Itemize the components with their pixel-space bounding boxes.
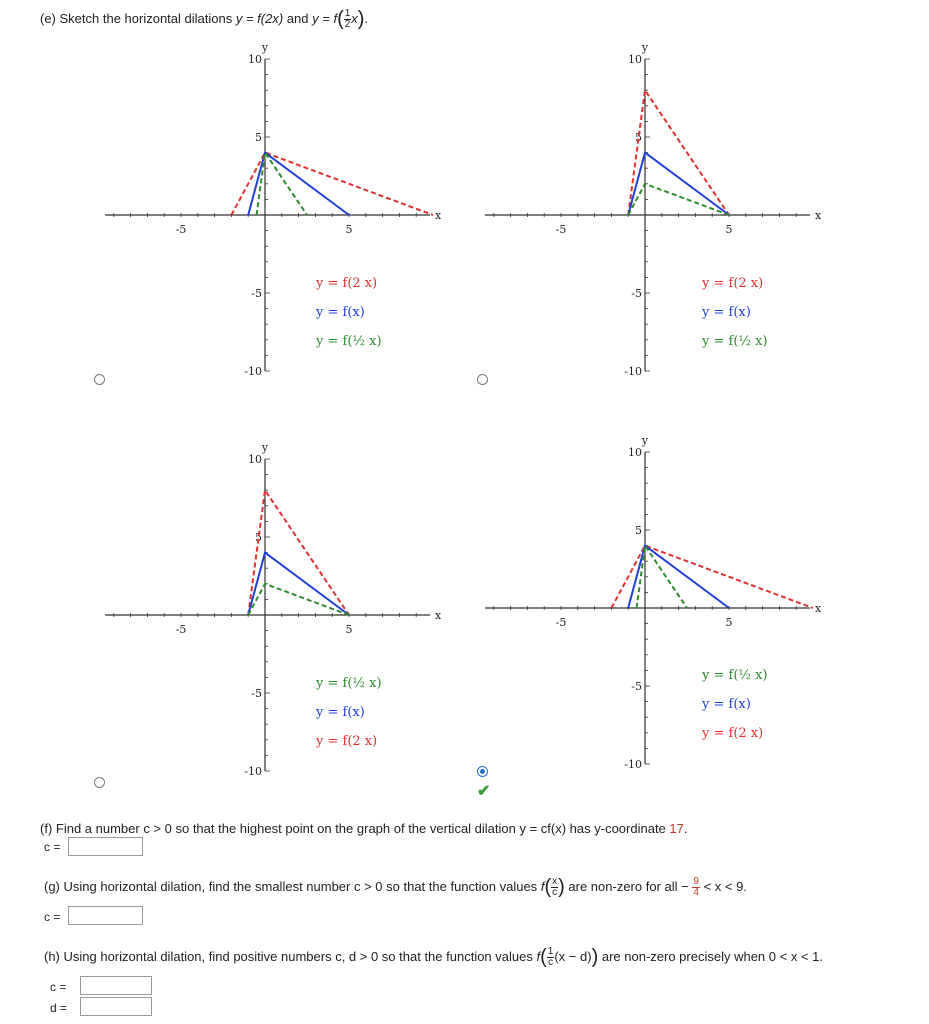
x-over-c-frac: $\frac{x}{c}$ [552, 876, 558, 898]
part-f-text: (f) Find a number c > 0 so that the highest point on the graph of the vertical dilation y = cf(x) has y-coordinate [40, 821, 666, 836]
x-axis-label: x [435, 609, 442, 622]
series-line [257, 153, 307, 215]
legend-graph-4 [702, 668, 768, 741]
nine-fourths-frac: $\frac{9}{4}$ [693, 876, 699, 898]
y-tick-label: -5 [251, 287, 262, 300]
radio-option-2[interactable] [477, 374, 488, 385]
part-g-c-input[interactable] [68, 906, 143, 925]
x-tick-label: -5 [555, 616, 567, 629]
part-g-c-label: c = [44, 910, 61, 924]
series-line [637, 546, 687, 608]
legend-item: y = f(½ x) [316, 676, 382, 691]
part-h-prompt: (h) Using horizontal dilation, find positive numbers c, d > 0 so that the function values f( $\frac{1}{c}$ (x − d)) are non-zero precisely when 0 < x < 1. [44, 946, 823, 968]
y-axis-label: y [261, 41, 269, 54]
x-tick-label: 5 [345, 223, 353, 236]
y-axis-label: y [261, 441, 269, 454]
y-tick-label: 5 [635, 131, 642, 144]
y-tick-label: -10 [244, 365, 262, 378]
legend-item: y = f(½ x) [702, 668, 768, 683]
series-line [628, 546, 729, 608]
radio-option-1[interactable] [94, 374, 105, 385]
series-line [628, 90, 729, 215]
x-tick-label: -5 [175, 623, 187, 636]
x-tick-label: -5 [175, 223, 187, 236]
part-h-f: f [536, 948, 541, 964]
part-h-text-b: are non-zero precisely when 0 < x < 1. [601, 948, 823, 964]
part-f-c-label: c = [44, 840, 61, 854]
part-h-d-input[interactable] [80, 997, 152, 1016]
legend-graph-3 [316, 676, 382, 749]
legend-item: y = f(2 x) [316, 276, 378, 291]
y-tick-label: 10 [628, 53, 642, 66]
eq-fhalf-prefix: y = f [312, 10, 338, 26]
series-line [248, 584, 349, 615]
radio-option-3[interactable] [94, 777, 105, 788]
x-tick-label: 5 [725, 223, 733, 236]
x-tick-label: 5 [725, 616, 733, 629]
y-tick-label: 5 [255, 131, 262, 144]
correct-check-icon: ✔ [477, 783, 491, 800]
y-tick-label: 5 [255, 531, 262, 544]
graph-option-4 [480, 428, 820, 783]
part-h-text-a: (h) Using horizontal dilation, find positive numbers c, d > 0 so that the function values [44, 948, 533, 964]
half-frac: $\frac{1}{2}$ [344, 8, 351, 30]
y-tick-label: -5 [251, 687, 262, 700]
y-tick-label: -10 [244, 765, 262, 778]
part-e-prompt: (e) Sketch the horizontal dilations y = f(2x) and y = f( $\frac{1}{2}$ x). [40, 8, 369, 30]
x-tick-label: 5 [345, 623, 353, 636]
eq-f2x: y = f(2x) [235, 10, 284, 26]
x-axis-label: x [435, 209, 442, 222]
y-tick-label: -10 [624, 758, 642, 771]
part-g-text-c: < x < 9. [703, 878, 747, 894]
part-g-text-a: (g) Using horizontal dilation, find the smallest number c > 0 so that the function values [44, 878, 538, 894]
legend-item: y = f(x) [316, 705, 365, 720]
series-line [248, 553, 349, 615]
graph-option-2 [480, 35, 820, 390]
legend-graph-1 [316, 276, 382, 349]
legend-item: y = f(½ x) [316, 334, 382, 349]
part-g-prompt: (g) Using horizontal dilation, find the smallest number c > 0 so that the function values f( $\frac{x}{c}$ ) are non-zero for all − $\frac{9}{4}$ < x < 9. [44, 876, 747, 898]
legend-graph-2 [702, 276, 768, 349]
y-tick-label: 10 [248, 53, 262, 66]
legend-item: y = f(2 x) [702, 726, 764, 741]
series-line [628, 184, 729, 215]
y-axis-label: y [641, 434, 649, 447]
part-f-c-input[interactable] [68, 837, 143, 856]
x-axis-label: x [815, 602, 822, 615]
part-h-d-label: d = [50, 1001, 68, 1015]
part-f-target-value: 17 [669, 821, 684, 836]
y-tick-label: -10 [624, 365, 642, 378]
y-tick-label: -5 [631, 680, 642, 693]
y-tick-label: -5 [631, 287, 642, 300]
legend-item: y = f(2 x) [316, 734, 378, 749]
part-g-text-b: are non-zero for all [568, 878, 678, 894]
part-h-c-input[interactable] [80, 976, 152, 995]
part-g-f: f [540, 878, 545, 894]
legend-item: y = f(x) [702, 697, 751, 712]
conj: and [286, 10, 309, 26]
y-axis-label: y [641, 41, 649, 54]
series-line [248, 153, 349, 215]
part-f-prompt: (f) Find a number c > 0 so that the highest point on the graph of the vertical dilation y = cf(x) has y-coordinate 17. [40, 821, 688, 836]
graph-option-1 [100, 35, 440, 390]
graph-option-3 [100, 435, 440, 790]
legend-item: y = f(2 x) [702, 276, 764, 291]
eq-fhalf-arg: x [351, 10, 358, 26]
legend-item: y = f(x) [316, 305, 365, 320]
series-line [628, 153, 729, 215]
y-tick-label: 5 [635, 524, 642, 537]
y-tick-label: 10 [248, 453, 262, 466]
y-tick-label: 10 [628, 446, 642, 459]
radio-option-4[interactable] [477, 766, 488, 777]
legend-item: y = f(½ x) [702, 334, 768, 349]
x-tick-label: -5 [555, 223, 567, 236]
series-line [248, 490, 349, 615]
one-over-c-frac: $\frac{1}{c}$ [547, 946, 554, 968]
legend-item: y = f(x) [702, 305, 751, 320]
x-axis-label: x [815, 209, 822, 222]
part-h-c-label: c = [50, 980, 67, 994]
part-e-label: (e) Sketch the horizontal dilations [40, 10, 233, 26]
